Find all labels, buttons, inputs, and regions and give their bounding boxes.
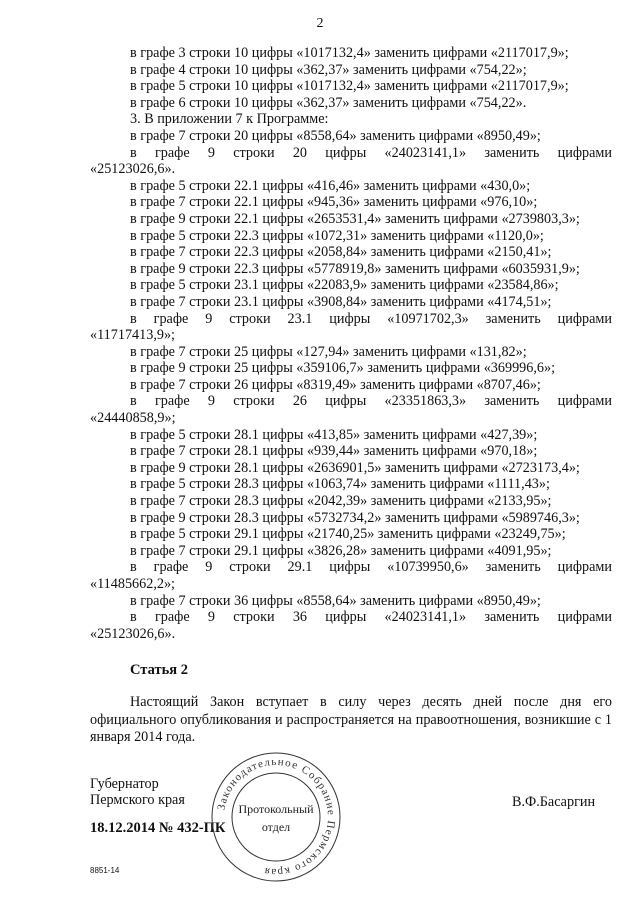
body-line: в графе 3 строки 10 цифры «1017132,4» заменить цифрами «2117017,9»; [130, 45, 569, 61]
body-line: «11717413,9»; [90, 327, 175, 344]
body-line: в графе 5 строки 28.3 цифры «1063,74» заменить цифрами «1111,43»; [130, 476, 550, 493]
body-line: в графе 9 строки 28.3 цифры «5732734,2» заменить цифрами «5989746,3»; [130, 509, 580, 526]
body-line: «11485662,2»; [90, 576, 175, 592]
body-line: «25123026,6». [90, 625, 176, 642]
body-line: в графе 7 строки 29.1 цифры «3826,28» заменить цифрами «4091,95»; [130, 542, 552, 559]
body-line: в графе 5 строки 10 цифры «1017132,4» заменить цифрами «2117017,9»; [130, 78, 569, 95]
article-text: Настоящий Закон вступает в силу через десять дней после дня его официального опубликования и распространяется на правоотношения, возникшие с 1 января 2014 года. [90, 694, 612, 745]
body-line: 3. В приложении 7 к Программе: [130, 111, 329, 128]
signature-title-line1: Губернатор [90, 776, 159, 792]
body-line: «25123026,6». [90, 161, 176, 178]
body-line: в графе 5 строки 22.1 цифры «416,46» заменить цифрами «430,0»; [130, 177, 531, 194]
body-line: в графе 9 строки 36 цифры «24023141,1» заменить цифрами [130, 609, 612, 626]
document-body [90, 45, 612, 642]
stamp-outer-ring [212, 753, 340, 881]
body-line: в графе 9 строки 22.3 цифры «5778919,8» заменить цифрами «6035931,9»; [130, 260, 580, 277]
body-line: в графе 7 строки 25 цифры «127,94» заменить цифрами «131,82»; [130, 343, 527, 360]
body-line: в графе 7 строки 20 цифры «8558,64» заменить цифрами «8950,49»; [130, 127, 541, 144]
document-code: 8851-14 [90, 866, 120, 875]
body-line: в графе 5 строки 22.3 цифры «1072,31» заменить цифрами «1120,0»; [130, 227, 544, 244]
body-line: в графе 5 строки 23.1 цифры «22083,9» заменить цифрами «23584,86»; [130, 277, 559, 294]
body-line: в графе 9 строки 26 цифры «23351863,3» заменить цифрами [130, 393, 612, 410]
body-line: в графе 5 строки 29.1 цифры «21740,25» заменить цифрами «23249,75»; [130, 526, 566, 543]
signature-title-line2: Пермского края [90, 792, 185, 808]
stamp-inner-ring [232, 773, 320, 861]
body-line: в графе 7 строки 28.3 цифры «2042,39» заменить цифрами «2133,95»; [130, 493, 552, 510]
law-date-number: 18.12.2014 № 432-ПК [90, 820, 226, 836]
body-line: в графе 6 строки 10 цифры «362,37» заменить цифрами «754,22». [130, 94, 527, 111]
body-line: в графе 4 строки 10 цифры «362,37» заменить цифрами «754,22»; [130, 61, 527, 78]
body-line: в графе 9 строки 28.1 цифры «2636901,5» заменить цифрами «2723173,4»; [130, 459, 580, 476]
body-line: в графе 7 строки 22.1 цифры «945,36» заменить цифрами «976,10»; [130, 194, 538, 211]
body-line: в графе 7 строки 26 цифры «8319,49» заменить цифрами «8707,46»; [130, 376, 541, 393]
body-line: в графе 9 строки 20 цифры «24023141,1» заменить цифрами [130, 144, 612, 161]
body-line: в графе 7 строки 36 цифры «8558,64» заменить цифрами «8950,49»; [130, 592, 541, 609]
signature-title [90, 776, 185, 808]
body-line: в графе 9 строки 22.1 цифры «2653531,4» заменить цифрами «2739803,3»; [130, 210, 580, 227]
body-line: в графе 7 строки 23.1 цифры «3908,84» заменить цифрами «4174,51»; [130, 293, 552, 310]
body-line: в графе 7 строки 28.1 цифры «939,44» заменить цифрами «970,18»; [130, 443, 538, 460]
page-number: 2 [316, 16, 324, 31]
body-line: «24440858,9»; [90, 410, 176, 427]
body-line: в графе 9 строки 23.1 цифры «10971702,3» заменить цифрами [130, 310, 612, 327]
stamp-center-line1: Протокольный [238, 802, 314, 816]
body-line: в графе 9 строки 29.1 цифры «10739950,6» заменить цифрами [130, 559, 612, 576]
body-line: в графе 7 строки 22.3 цифры «2058,84» заменить цифрами «2150,41»; [130, 244, 552, 261]
body-line: в графе 9 строки 25 цифры «359106,7» заменить цифрами «369996,6»; [130, 360, 556, 377]
signature-name: В.Ф.Басаргин [512, 794, 596, 810]
article-heading: Статья 2 [130, 662, 188, 678]
official-stamp [206, 745, 346, 890]
stamp-center-line2: отдел [261, 820, 291, 834]
article-paragraph [90, 694, 612, 747]
body-line: в графе 5 строки 28.1 цифры «413,85» заменить цифрами «427,39»; [130, 426, 538, 443]
stamp-ring-text: Законодательное Собрание Пермского края [215, 755, 338, 879]
